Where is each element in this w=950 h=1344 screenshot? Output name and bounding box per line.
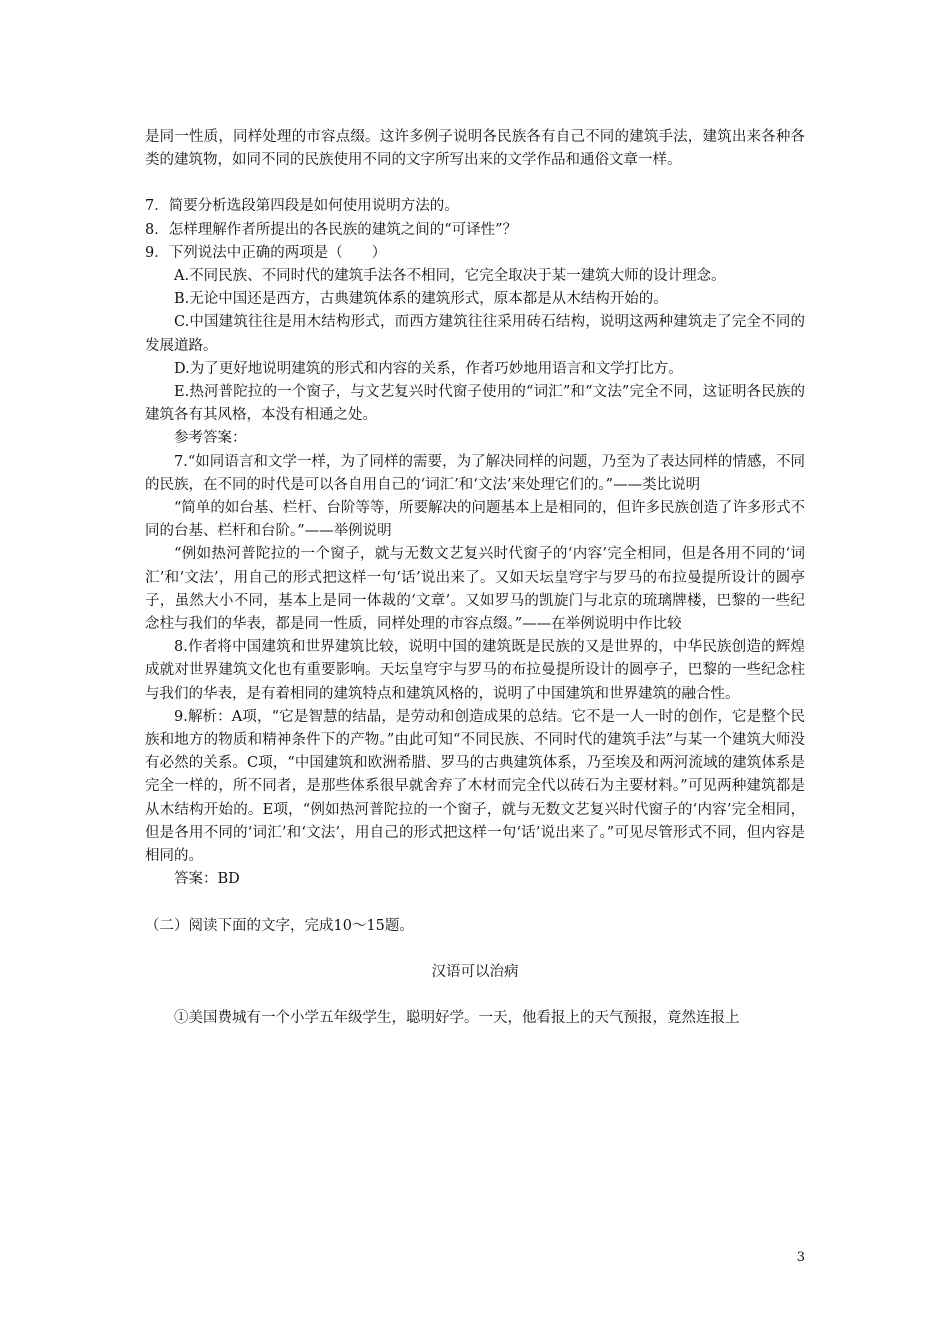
answer-7-example-2: “例如热河普陀拉的一个窗子，就与无数文艺复兴时代窗子的‘内容’完全相同，但是各用不同的‘词汇’和‘文法’，用自己的形式把这样一句‘话’说出来了。又如天坛皇穹宇与罗马的布拉曼提所设计的圆亭子，虽然大小不同，基本上是同一体裁的‘文章’。又如罗马的凯旋门与北京的琉璃牌楼，巴黎的一些纪念柱与我们的华表，都是同一性质，同样处理的市容点缀。”——在举例说明中作比较 — [145, 546, 805, 633]
answer-7-example-1: “简单的如台基、栏杆、台阶等等，所要解决的问题基本上是相同的，但许多民族创造了许多形式不同的台基、栏杆和台阶。”——举例说明 — [145, 500, 805, 540]
question-8: 8．怎样理解作者所提出的各民族的建筑之间的“可译性”？ — [145, 221, 518, 238]
option-d: D.为了更好地说明建筑的形式和内容的关系，作者巧妙地用语言和文学打比方。 — [174, 360, 683, 377]
answer-heading: 参考答案： — [174, 430, 247, 447]
page-number: 3 — [796, 1250, 805, 1265]
option-e: E.热河普陀拉的一个窗子，与文艺复兴时代窗子使用的“词汇”和“文法”完全不同，这证明各民族的建筑各有其风格，本没有相通之处。 — [145, 384, 805, 424]
option-b: B.无论中国还是西方，古典建筑体系的建筑形式，原本都是从木结构开始的。 — [174, 291, 668, 308]
section-2-heading: （二）阅读下面的文字，完成10～15题。 — [145, 917, 414, 934]
question-7: 7．简要分析选段第四段是如何使用说明方法的。 — [145, 198, 459, 215]
option-c: C.中国建筑往往是用木结构形式，而西方建筑往往采用砖石结构，说明这两种建筑走了完全不同的发展道路。 — [145, 314, 805, 354]
answer-9-analysis: 9.解析：A项，“它是智慧的结晶，是劳动和创造成果的总结。它不是一人一时的创作，它是整个民族和地方的物质和精神条件下的产物。”由此可知“不同民族、不同时代的建筑手法”与某一个建筑大师没有必然的关系。C项，“中国建筑和欧洲希腊、罗马的古典建筑体系，乃至埃及和两河流域的建筑体系是完全一样的，所不同者，是那些体系很早就舍弃了木材而完全代以砖石为主要材料。”可见两种建筑都是从木结构开始的。E项，“例如热河普陀拉的一个窗子，就与无数文艺复兴时代窗子的‘内容’完全相同，但是各用不同的‘词汇’和‘文法’，用自己的形式把这样一句‘话’说出来了。”可见尽管形式不同，但内容是相同的。 — [145, 708, 805, 865]
page-content — [145, 126, 805, 1030]
article-title: 汉语可以治病 — [431, 963, 519, 980]
answer-8: 8.作者将中国建筑和世界建筑比较，说明中国的建筑既是民族的又是世界的，中华民族创造的辉煌成就对世界建筑文化也有重要影响。天坛皇穹宇与罗马的布拉曼提所设计的圆亭子，巴黎的一些纪念柱与我们的华表，是有着相同的建筑特点和建筑风格的，说明了中国建筑和世界建筑的融合性。 — [145, 639, 805, 702]
article-paragraph-1: ①美国费城有一个小学五年级学生，聪明好学。一天，他看报上的天气预报，竟然连报上 — [174, 1009, 740, 1026]
option-a: A.不同民族、不同时代的建筑手法各不相同，它完全取决于某一建筑大师的设计理念。 — [174, 268, 726, 285]
top-paragraph: 是同一性质，同样处理的市容点缀。这许多例子说明各民族各有自己不同的建筑手法，建筑出来各种各类的建筑物，如同不同的民族使用不同的文字所写出来的文学作品和通俗文章一样。 — [145, 129, 805, 169]
answer-9-result: 答案：BD — [174, 871, 240, 888]
question-9: 9．下列说法中正确的两项是（ ） — [145, 244, 387, 261]
answer-7: 7.“如同语言和文学一样，为了同样的需要，为了解决同样的问题，乃至为了表达同样的情感，不同的民族，在不同的时代是可以各自用自己的‘词汇’和‘文法’来处理它们的。”——类比说明 — [145, 453, 805, 493]
